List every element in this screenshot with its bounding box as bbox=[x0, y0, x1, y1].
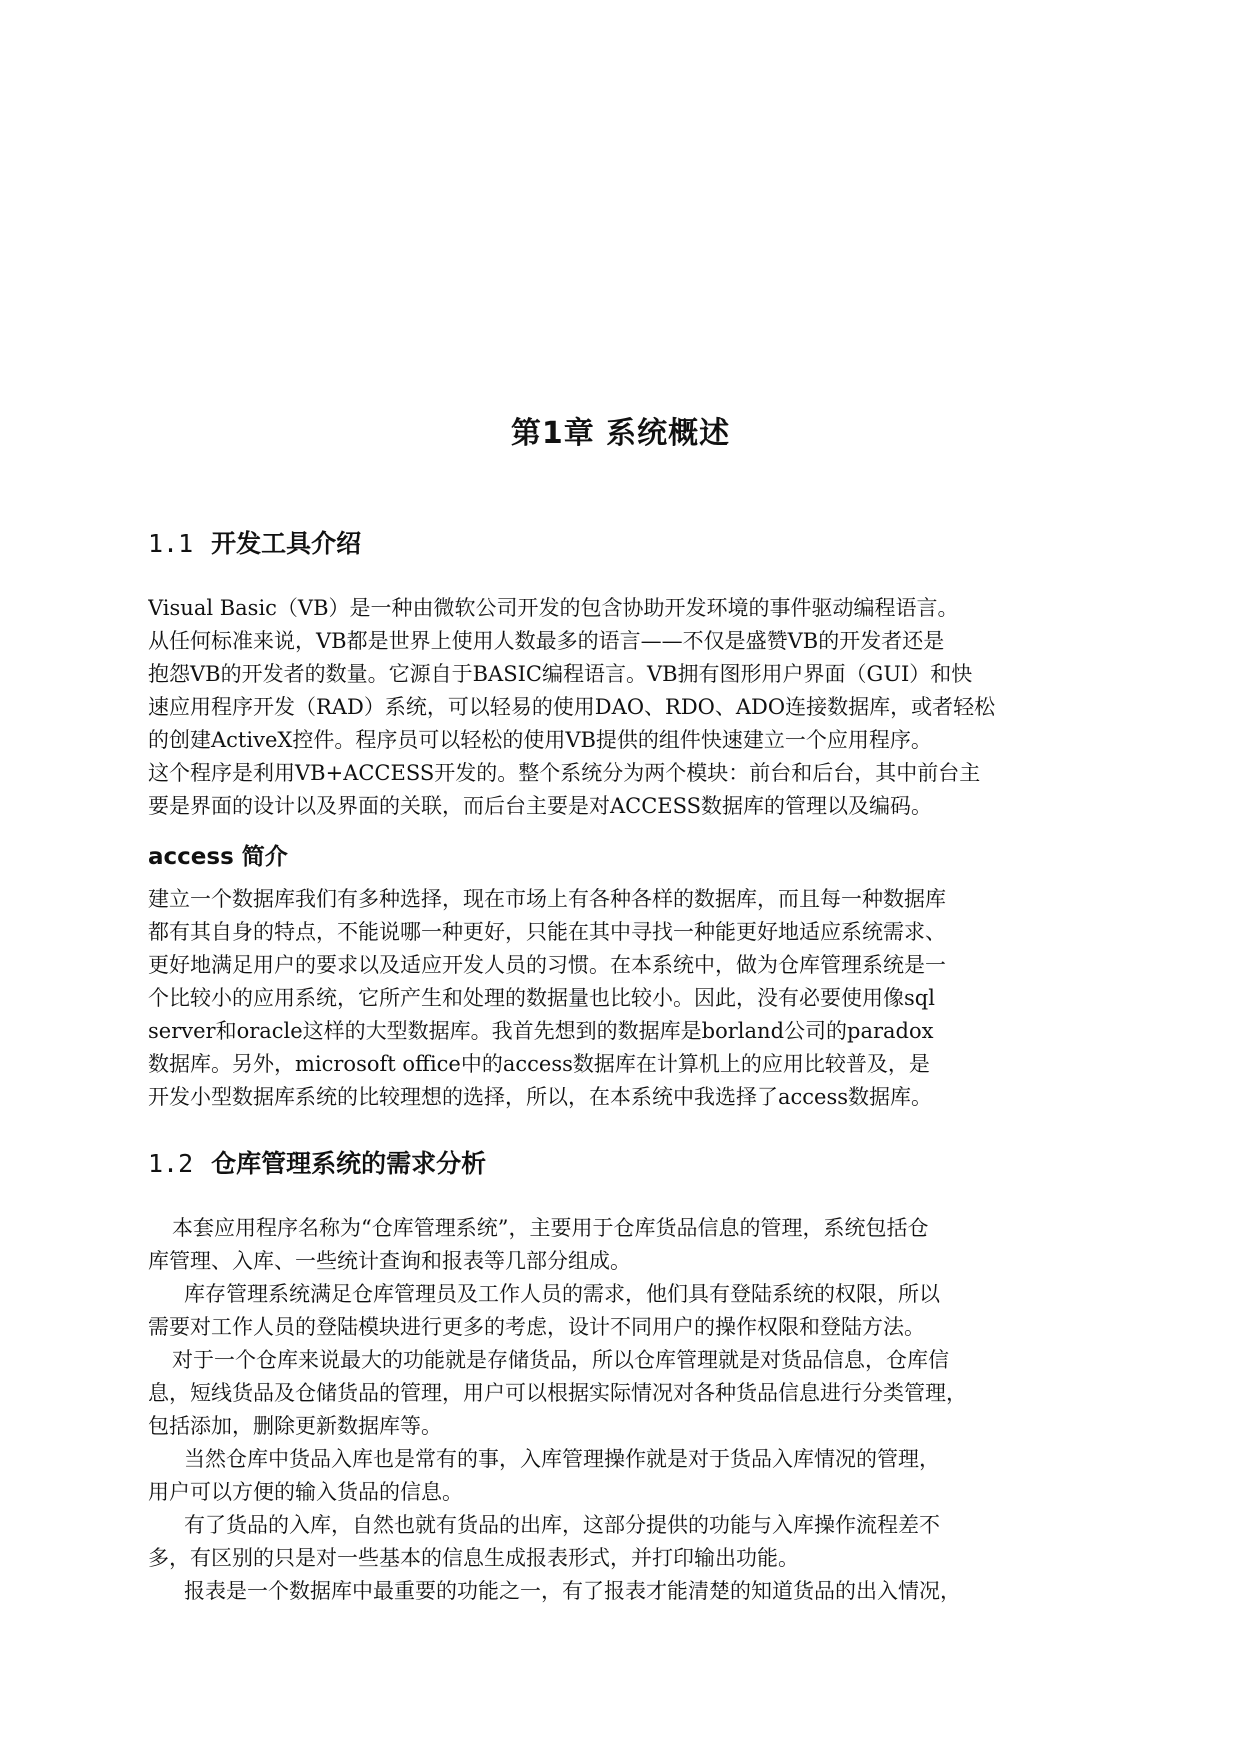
paragraph-line: 要是界面的设计以及界面的关联，而后台主要是对ACCESS数据库的管理以及编码。 bbox=[148, 794, 933, 818]
section-heading-1-2 bbox=[148, 1144, 486, 1180]
section-number: 1.1 bbox=[148, 529, 194, 558]
paragraph-line: Visual Basic（VB）是一种由微软公司开发的包含协助开发环境的事件驱动编程语言。 bbox=[148, 596, 959, 620]
paragraph-line: 速应用程序开发（RAD）系统，可以轻易的使用DAO、RDO、ADO连接数据库，或者轻松 bbox=[148, 695, 996, 719]
section-heading-1-1 bbox=[148, 524, 361, 560]
paragraph-line: server和oracle这样的大型数据库。我首先想到的数据库是borland公司的paradox bbox=[148, 1019, 934, 1043]
paragraph-line: 本套应用程序名称为“仓库管理系统”，主要用于仓库货品信息的管理，系统包括仓 bbox=[172, 1216, 929, 1240]
paragraph-line: 这个程序是利用VB+ACCESS开发的。整个系统分为两个模块：前台和后台，其中前台主 bbox=[148, 761, 981, 785]
paragraph-line: 库存管理系统满足仓库管理员及工作人员的需求，他们具有登陆系统的权限，所以 bbox=[184, 1282, 940, 1306]
paragraph-line: 有了货品的入库，自然也就有货品的出库，这部分提供的功能与入库操作流程差不 bbox=[184, 1513, 940, 1537]
chapter-title: 第1章 系统概述 bbox=[510, 416, 731, 451]
paragraph-line: 对于一个仓库来说最大的功能就是存储货品，所以仓库管理就是对货品信息，仓库信 bbox=[172, 1348, 949, 1372]
section-title: 开发工具介绍 bbox=[211, 529, 362, 558]
paragraph-line: 息，短线货品及仓储货品的管理，用户可以根据实际情况对各种货品信息进行分类管理， bbox=[148, 1381, 967, 1405]
paragraph-line: 当然仓库中货品入库也是常有的事，入库管理操作就是对于货品入库情况的管理， bbox=[184, 1447, 940, 1471]
section-number: 1.2 bbox=[148, 1149, 194, 1178]
paragraph-line: 的创建ActiveX控件。程序员可以轻松的使用VB提供的组件快速建立一个应用程序。 bbox=[148, 728, 932, 752]
paragraph-line: 库管理、入库、一些统计查询和报表等几部分组成。 bbox=[148, 1249, 631, 1273]
paragraph-line: 个比较小的应用系统，它所产生和处理的数据量也比较小。因此，没有必要使用像sql bbox=[148, 986, 935, 1010]
paragraph-line: 抱怨VB的开发者的数量。它源自于BASIC编程语言。VB拥有图形用户界面（GUI）和快 bbox=[148, 662, 973, 686]
paragraph-line: 开发小型数据库系统的比较理想的选择，所以，在本系统中我选择了access数据库。 bbox=[148, 1085, 933, 1109]
paragraph-line: 包括添加，删除更新数据库等。 bbox=[148, 1414, 442, 1438]
paragraph-line: 数据库。另外，microsoft office中的access数据库在计算机上的应用比较普及，是 bbox=[148, 1052, 930, 1076]
subsection-heading-access: access 简介 bbox=[148, 844, 288, 870]
paragraph-line: 都有其自身的特点，不能说哪一种更好，只能在其中寻找一种能更好地适应系统需求、 bbox=[148, 920, 946, 944]
paragraph-line: 从任何标准来说，VB都是世界上使用人数最多的语言——不仅是盛赞VB的开发者还是 bbox=[148, 629, 945, 653]
section-title: 仓库管理系统的需求分析 bbox=[211, 1149, 487, 1178]
paragraph-line: 用户可以方便的输入货品的信息。 bbox=[148, 1480, 463, 1504]
paragraph-line: 多，有区别的只是对一些基本的信息生成报表形式，并打印输出功能。 bbox=[148, 1546, 799, 1570]
paragraph-line: 建立一个数据库我们有多种选择，现在市场上有各种各样的数据库，而且每一种数据库 bbox=[148, 887, 946, 911]
paragraph-line: 报表是一个数据库中最重要的功能之一，有了报表才能清楚的知道货品的出入情况， bbox=[184, 1579, 961, 1603]
paragraph-line: 需要对工作人员的登陆模块进行更多的考虑，设计不同用户的操作权限和登陆方法。 bbox=[148, 1315, 925, 1339]
paragraph-line: 更好地满足用户的要求以及适应开发人员的习惯。在本系统中，做为仓库管理系统是一 bbox=[148, 953, 946, 977]
